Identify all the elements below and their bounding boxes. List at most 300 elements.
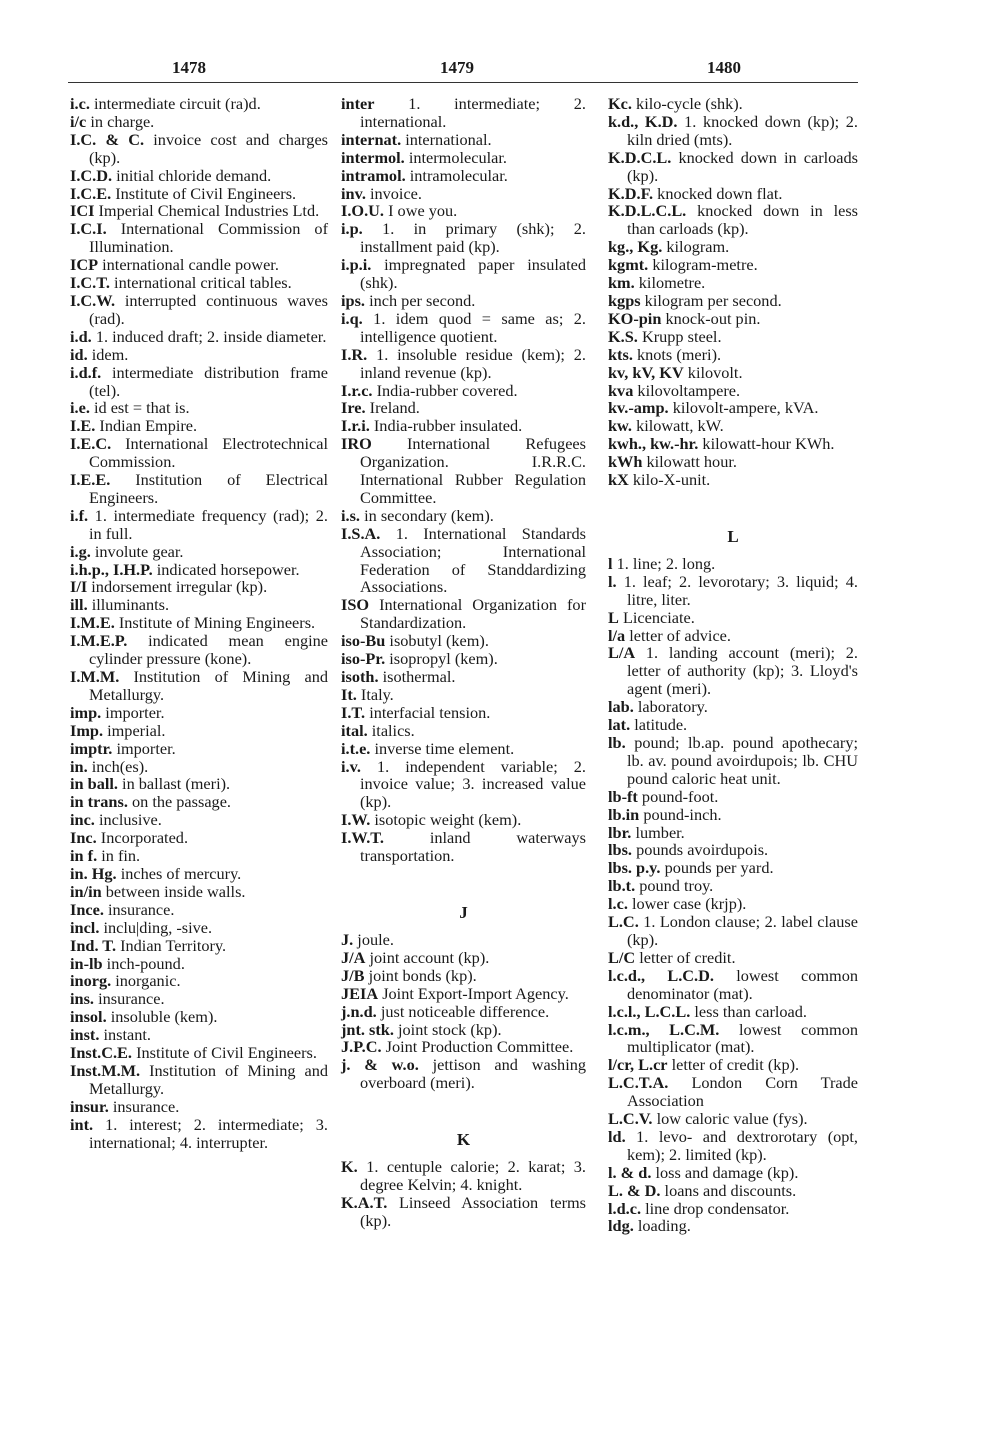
dictionary-entry bbox=[341, 435, 586, 507]
entry-term: lbs. p.y. bbox=[608, 858, 661, 878]
entry-term: inst. bbox=[70, 1025, 100, 1045]
entry-term: kw. bbox=[608, 416, 632, 436]
entry-definition: line drop condensator. bbox=[645, 1198, 790, 1218]
entry-term: Ind. T. bbox=[70, 935, 117, 955]
entry-definition: intermediate distribution frame (tel). bbox=[89, 362, 328, 400]
entry-definition: Italy. bbox=[360, 684, 394, 704]
entry-definition: International Electrotechnical Commission. bbox=[89, 434, 328, 472]
entry-definition: 1. interest; 2. intermediate; 3. international; 4. interrupter. bbox=[89, 1114, 329, 1152]
dictionary-entry bbox=[341, 1194, 586, 1230]
dictionary-entry bbox=[341, 382, 586, 400]
entry-term: KO-pin bbox=[608, 308, 662, 328]
entry-definition: in fin. bbox=[101, 846, 141, 866]
entry-term: kva bbox=[608, 380, 634, 400]
entry-definition: isobutyl (kem). bbox=[389, 631, 489, 651]
dictionary-entry bbox=[70, 668, 328, 704]
entry-definition: Institution of Mining and Metallurgy. bbox=[89, 1060, 328, 1098]
entry-term: I.E.E. bbox=[70, 470, 111, 490]
entry-term: l/cr, L.cr bbox=[608, 1055, 668, 1075]
dictionary-entry bbox=[341, 1003, 586, 1021]
dictionary-entry bbox=[608, 1200, 858, 1218]
entry-term: K.S. bbox=[608, 326, 638, 346]
entry-term: I.E. bbox=[70, 416, 96, 436]
entry-definition: kilovolt. bbox=[687, 362, 743, 382]
entry-term: l. & d. bbox=[608, 1162, 652, 1182]
dictionary-entry bbox=[608, 841, 858, 859]
dictionary-entry bbox=[70, 399, 328, 417]
entry-term: Inc. bbox=[70, 828, 97, 848]
entry-definition: on the passage. bbox=[131, 792, 231, 812]
entry-definition: letter of advice. bbox=[629, 625, 731, 645]
entry-definition: inch-pound. bbox=[106, 953, 185, 973]
dictionary-entry bbox=[608, 382, 858, 400]
dictionary-entry bbox=[608, 859, 858, 877]
dictionary-entry bbox=[70, 471, 328, 507]
entry-term: K.D.C.L. bbox=[608, 147, 672, 167]
entry-definition: just noticeable difference. bbox=[380, 1001, 550, 1021]
entry-definition: laboratory. bbox=[637, 697, 708, 717]
dictionary-entry bbox=[70, 972, 328, 990]
entry-definition: kilowatt hour. bbox=[646, 452, 737, 472]
entry-term: Kc. bbox=[608, 94, 632, 113]
dictionary-entry bbox=[70, 578, 328, 596]
entry-definition: knocked down in carloads (kp). bbox=[627, 147, 858, 185]
entry-definition: Institution of Electrical Engineers. bbox=[89, 470, 328, 507]
entry-definition: inclusive. bbox=[98, 810, 162, 830]
dictionary-entry bbox=[608, 627, 858, 645]
entry-definition: knots (meri). bbox=[636, 344, 722, 364]
entry-definition: joint stock (kp). bbox=[398, 1019, 502, 1039]
entry-definition: intermediate circuit (ra)d. bbox=[93, 94, 261, 113]
entry-term: Inst.C.E. bbox=[70, 1043, 132, 1063]
entry-term: incl. bbox=[70, 917, 100, 937]
entry-term: L.C.V. bbox=[608, 1109, 653, 1129]
entry-term: insur. bbox=[70, 1096, 109, 1116]
entry-term: Ince. bbox=[70, 899, 104, 919]
entry-definition: kilogram. bbox=[666, 237, 730, 257]
dictionary-entry bbox=[70, 95, 328, 113]
entry-term: J/B bbox=[341, 965, 365, 985]
entry-term: lb-ft bbox=[608, 786, 638, 806]
entry-definition: Imperial Chemical Industries Ltd. bbox=[98, 201, 320, 221]
entry-definition: knocked down flat. bbox=[657, 183, 783, 203]
entry-definition: kilogram-metre. bbox=[652, 255, 758, 275]
dictionary-entry bbox=[70, 561, 328, 579]
dictionary-entry bbox=[608, 435, 858, 453]
dictionary-entry bbox=[608, 274, 858, 292]
entry-definition: Joint Export-Import Agency. bbox=[382, 983, 569, 1003]
entry-term: l.d.c. bbox=[608, 1198, 642, 1218]
entry-term: i.p. bbox=[341, 219, 363, 239]
dictionary-entry bbox=[70, 220, 328, 256]
dictionary-entry bbox=[608, 895, 858, 913]
entry-term: I.C.D. bbox=[70, 165, 113, 185]
dictionary-entry bbox=[70, 722, 328, 740]
entry-term: ins. bbox=[70, 989, 94, 1009]
entry-definition: 1. induced draft; 2. inside diameter. bbox=[95, 326, 327, 346]
entry-term: isoth. bbox=[341, 667, 379, 686]
entry-definition: inch per second. bbox=[369, 290, 476, 310]
entry-term: I.M.E.P. bbox=[70, 631, 128, 651]
entry-definition: impregnated paper insulated (shk). bbox=[360, 255, 587, 293]
dictionary-entry bbox=[608, 1056, 858, 1074]
dictionary-entry bbox=[608, 328, 858, 346]
dictionary-entry bbox=[70, 185, 328, 203]
header-rule bbox=[68, 82, 858, 83]
entry-definition: invoice. bbox=[369, 183, 422, 203]
entry-definition: insoluble (kem). bbox=[110, 1007, 218, 1027]
entry-definition: lowest common denominator (mat). bbox=[627, 965, 858, 1003]
entry-term: i.t.e. bbox=[341, 738, 371, 758]
entry-term: Inst.M.M. bbox=[70, 1060, 141, 1080]
dictionary-entry bbox=[608, 292, 858, 310]
entry-definition: instant. bbox=[103, 1025, 151, 1045]
entry-definition: insurance. bbox=[112, 1096, 180, 1116]
entry-definition: 1. intermediate frequency (rad); 2. in full. bbox=[89, 505, 328, 543]
entry-term: l.c.l., L.C.L. bbox=[608, 1001, 691, 1021]
entry-term: K.D.L.C.L. bbox=[608, 201, 687, 221]
column-center bbox=[341, 95, 586, 1230]
entry-term: j. & w.o. bbox=[341, 1055, 419, 1075]
dictionary-entry bbox=[608, 824, 858, 842]
entry-term: K. bbox=[341, 1157, 358, 1177]
entry-term: I.R. bbox=[341, 344, 368, 364]
entry-term: intermol. bbox=[341, 147, 405, 167]
entry-term: in-lb bbox=[70, 953, 103, 973]
entry-definition: kilovolt-ampere, kVA. bbox=[672, 398, 819, 418]
dictionary-entry bbox=[608, 555, 858, 573]
dictionary-entry bbox=[341, 686, 586, 704]
dictionary-entry bbox=[70, 256, 328, 274]
dictionary-entry bbox=[608, 256, 858, 274]
entry-definition: Incorporated. bbox=[100, 828, 189, 848]
entry-definition: low caloric value (fys). bbox=[656, 1109, 808, 1129]
dictionary-entry bbox=[608, 788, 858, 806]
dictionary-entry bbox=[608, 1110, 858, 1128]
entry-definition: kilometre. bbox=[638, 273, 706, 293]
entry-definition: joint account (kp). bbox=[369, 947, 490, 967]
entry-term: l.c.d., L.C.D. bbox=[608, 965, 714, 985]
entry-definition: importer. bbox=[105, 702, 165, 722]
entry-definition: idem. bbox=[91, 344, 129, 364]
entry-term: It. bbox=[341, 684, 357, 704]
dictionary-entry bbox=[70, 847, 328, 865]
entry-definition: interrupted continuous waves (rad). bbox=[89, 290, 328, 328]
entry-definition: Institute of Civil Engineers. bbox=[115, 183, 297, 203]
entry-definition: inverse time element. bbox=[374, 738, 515, 758]
page-number-left: 1478 bbox=[172, 58, 206, 77]
entry-term: in f. bbox=[70, 846, 98, 866]
entry-term: in ball. bbox=[70, 774, 118, 794]
dictionary-entry bbox=[70, 596, 328, 614]
entry-definition: 1. centuple calorie; 2. karat; 3. degree Kelvin; 4. knight. bbox=[360, 1157, 586, 1195]
entry-term: ISO bbox=[341, 595, 370, 615]
entry-definition: loading. bbox=[637, 1216, 691, 1236]
dictionary-entry bbox=[341, 650, 586, 668]
entry-definition: knocked down in less than carloads (kp). bbox=[627, 201, 858, 239]
entry-definition: letter of credit (kp). bbox=[671, 1055, 800, 1075]
entry-definition: 1. leaf; 2. levorotary; 3. liquid; 4. litre, liter. bbox=[623, 571, 858, 609]
entry-definition: 1. in primary (shk); 2. installment paid (kp). bbox=[360, 219, 587, 257]
entry-term: iso-Pr. bbox=[341, 649, 386, 669]
dictionary-entry bbox=[608, 1128, 858, 1164]
dictionary-entry bbox=[70, 292, 328, 328]
entry-definition: pound troy. bbox=[639, 876, 714, 896]
entry-definition: isopropyl (kem). bbox=[389, 649, 498, 669]
entry-term: lb.in bbox=[608, 804, 640, 824]
dictionary-entry bbox=[70, 346, 328, 364]
dictionary-entry bbox=[341, 95, 586, 131]
dictionary-entry bbox=[70, 202, 328, 220]
entry-term: K.D.F. bbox=[608, 183, 654, 203]
entry-definition: pound-foot. bbox=[641, 786, 719, 806]
entry-definition: 1. idem quod = same as; 2. intelligence quotient. bbox=[360, 308, 586, 346]
dictionary-entry bbox=[341, 1021, 586, 1039]
entry-term: i.d. bbox=[70, 326, 92, 346]
section-heading: J bbox=[459, 902, 468, 922]
dictionary-entry bbox=[608, 417, 858, 435]
dictionary-entry bbox=[341, 722, 586, 740]
dictionary-entry bbox=[70, 811, 328, 829]
entry-term: i.s. bbox=[341, 505, 361, 525]
entry-term: Ire. bbox=[341, 398, 366, 418]
entry-definition: intramolecular. bbox=[409, 165, 508, 185]
entry-definition: inland waterways transportation. bbox=[360, 828, 586, 866]
entry-definition: I owe you. bbox=[388, 201, 458, 221]
entry-term: kg., Kg. bbox=[608, 237, 663, 257]
entry-definition: in charge. bbox=[90, 111, 155, 131]
dictionary-entry bbox=[341, 346, 586, 382]
entry-definition: International Commission of Illumination. bbox=[89, 219, 328, 257]
page-number-center: 1479 bbox=[440, 58, 474, 77]
entry-definition: 1. knocked down (kp); 2. kiln dried (mts). bbox=[627, 111, 858, 149]
entry-definition: international candle power. bbox=[102, 255, 279, 275]
entry-term: I.W. bbox=[341, 810, 371, 830]
entry-term: in/in bbox=[70, 881, 102, 901]
dictionary-entry bbox=[608, 149, 858, 185]
dictionary-entry bbox=[341, 507, 586, 525]
entry-term: ital. bbox=[341, 720, 368, 740]
entry-term: I.W.T. bbox=[341, 828, 384, 848]
entry-definition: illuminants. bbox=[91, 595, 170, 615]
dictionary-entry bbox=[608, 913, 858, 949]
entry-definition: kilovoltampere. bbox=[637, 380, 741, 400]
entry-term: insol. bbox=[70, 1007, 107, 1027]
dictionary-entry bbox=[341, 931, 586, 949]
entry-term: kX bbox=[608, 470, 629, 490]
entry-term: I.C.I. bbox=[70, 219, 107, 239]
dictionary-entry bbox=[70, 901, 328, 919]
entry-term: I.E.C. bbox=[70, 434, 112, 454]
dictionary-entry bbox=[341, 758, 586, 812]
entry-term: intramol. bbox=[341, 165, 406, 185]
dictionary-entry bbox=[70, 507, 328, 543]
entry-term: id. bbox=[70, 344, 88, 364]
entry-definition: inch(es). bbox=[91, 756, 149, 776]
column-left bbox=[70, 95, 328, 1151]
entry-definition: between inside walls. bbox=[105, 881, 246, 901]
entry-definition: lumber. bbox=[635, 822, 685, 842]
entry-definition: isothermal. bbox=[382, 667, 456, 686]
entry-term: iso-Bu bbox=[341, 631, 386, 651]
entry-term: I.M.E. bbox=[70, 613, 115, 633]
entry-term: J.P.C. bbox=[341, 1037, 382, 1057]
entry-term: i.e. bbox=[70, 398, 90, 418]
entry-definition: inches of mercury. bbox=[120, 863, 242, 883]
entry-definition: kilogram per second. bbox=[644, 290, 782, 310]
entry-definition: Licenciate. bbox=[622, 607, 695, 627]
entry-definition: Linseed Association terms (kp). bbox=[360, 1192, 586, 1230]
entry-definition: knock-out pin. bbox=[665, 308, 761, 328]
dictionary-entry bbox=[341, 202, 586, 220]
entry-term: L.C. bbox=[608, 912, 639, 932]
dictionary-entry bbox=[70, 113, 328, 131]
dictionary-entry bbox=[608, 698, 858, 716]
dictionary-entry bbox=[608, 716, 858, 734]
entry-term: I.T. bbox=[341, 702, 366, 722]
entry-term: kwh., kw.-hr. bbox=[608, 434, 699, 454]
entry-term: inc. bbox=[70, 810, 95, 830]
entry-definition: 1. line; 2. long. bbox=[616, 553, 716, 573]
dictionary-entry bbox=[341, 704, 586, 722]
entry-term: J/A bbox=[341, 947, 366, 967]
entry-definition: insurance. bbox=[108, 899, 175, 919]
entry-definition: 1. independent variable; 2. invoice value; 3. increased value (kp). bbox=[360, 756, 587, 812]
dictionary-entry bbox=[341, 829, 586, 865]
entry-definition: Institution of Mining and Metallurgy. bbox=[89, 667, 328, 704]
entry-definition: pound-inch. bbox=[643, 804, 722, 824]
entry-term: J. bbox=[341, 929, 354, 949]
entry-definition: kilowatt, kW. bbox=[636, 416, 724, 436]
entry-term: I.r.c. bbox=[341, 380, 373, 400]
dictionary-entry bbox=[608, 346, 858, 364]
entry-term: L bbox=[608, 607, 619, 627]
entry-definition: international. bbox=[405, 129, 492, 149]
entry-term: kts. bbox=[608, 344, 633, 364]
dictionary-entry bbox=[341, 525, 586, 597]
dictionary-entry bbox=[70, 435, 328, 471]
dictionary-entry bbox=[341, 256, 586, 292]
entry-term: l bbox=[608, 553, 613, 573]
entry-definition: 1. insoluble residue (kem); 2. inland revenue (kp). bbox=[360, 344, 586, 382]
entry-definition: London Corn Trade Association bbox=[627, 1073, 858, 1111]
dictionary-entry bbox=[608, 238, 858, 256]
dictionary-entry bbox=[70, 990, 328, 1008]
entry-definition: letter of credit. bbox=[639, 947, 736, 967]
dictionary-entry bbox=[608, 185, 858, 203]
entry-definition: pound; lb.ap. pound apothecary; lb. av. pound avoirdupois; lb. CHU pound caloric heat unit. bbox=[627, 733, 858, 788]
dictionary-entry bbox=[608, 734, 858, 788]
entry-term: lat. bbox=[608, 715, 631, 735]
dictionary-entry bbox=[70, 328, 328, 346]
entry-definition: International Refugees Organization. I.R.R.C. International Rubber Regulation Committee. bbox=[360, 434, 586, 507]
entry-term: imptr. bbox=[70, 738, 113, 758]
entry-definition: Institute of Mining Engineers. bbox=[118, 613, 316, 633]
entry-definition: India-rubber insulated. bbox=[373, 416, 523, 436]
entry-definition: Krupp steel. bbox=[641, 326, 722, 346]
dictionary-entry bbox=[341, 417, 586, 435]
dictionary-entry bbox=[608, 95, 858, 113]
entry-definition: Indian Empire. bbox=[99, 416, 198, 436]
dictionary-entry bbox=[341, 220, 586, 256]
dictionary-entry bbox=[70, 704, 328, 722]
dictionary-entry bbox=[341, 1158, 586, 1194]
entry-term: Imp. bbox=[70, 720, 104, 740]
entry-term: L. & D. bbox=[608, 1180, 661, 1200]
entry-definition: pounds per yard. bbox=[664, 858, 774, 878]
entry-term: kv, kV, KV bbox=[608, 362, 684, 382]
entry-term: I.S.A. bbox=[341, 523, 381, 543]
entry-definition: involute gear. bbox=[94, 541, 184, 561]
dictionary-entry bbox=[341, 185, 586, 203]
dictionary-entry bbox=[608, 1074, 858, 1110]
section-heading: L bbox=[727, 526, 739, 546]
entry-definition: latitude. bbox=[634, 715, 688, 735]
dictionary-entry bbox=[608, 609, 858, 627]
entry-definition: 1. International Standards Association; International Federation of Standdardizing Associations. bbox=[360, 523, 586, 597]
entry-term: i.c. bbox=[70, 94, 90, 113]
dictionary-entry bbox=[70, 632, 328, 668]
dictionary-entry bbox=[341, 668, 586, 686]
entry-term: JEIA bbox=[341, 983, 379, 1003]
dictionary-entry bbox=[608, 1021, 858, 1057]
entry-definition: isotopic weight (kem). bbox=[374, 810, 522, 830]
entry-term: I.O.U. bbox=[341, 201, 384, 221]
entry-term: i.h.p., I.H.P. bbox=[70, 559, 153, 579]
dictionary-entry bbox=[70, 883, 328, 901]
entry-definition: joule. bbox=[357, 929, 394, 949]
dictionary-entry bbox=[70, 543, 328, 561]
entry-term: k.d., K.D. bbox=[608, 111, 678, 131]
dictionary-entry bbox=[341, 1056, 586, 1092]
entry-definition: pounds avoirdupois. bbox=[636, 840, 769, 860]
entry-term: I.C.T. bbox=[70, 273, 110, 293]
dictionary-entry bbox=[608, 471, 858, 489]
dictionary-entry bbox=[608, 364, 858, 382]
entry-definition: id est = that is. bbox=[93, 398, 190, 418]
dictionary-entry bbox=[341, 811, 586, 829]
entry-term: L/C bbox=[608, 947, 636, 967]
entry-term: lbr. bbox=[608, 822, 632, 842]
dictionary-entry bbox=[70, 1098, 328, 1116]
dictionary-entry bbox=[608, 113, 858, 149]
entry-term: I/I bbox=[70, 577, 88, 597]
dictionary-entry bbox=[70, 131, 328, 167]
dictionary-entry bbox=[608, 399, 858, 417]
dictionary-entry bbox=[70, 167, 328, 185]
entry-term: in trans. bbox=[70, 792, 128, 812]
dictionary-entry bbox=[70, 1062, 328, 1098]
dictionary-entry bbox=[608, 877, 858, 895]
dictionary-entry bbox=[70, 364, 328, 400]
section-spacer bbox=[608, 489, 858, 519]
entry-definition: lowest common multiplicator (mat). bbox=[627, 1019, 858, 1057]
entry-term: l.c. bbox=[608, 894, 628, 914]
dictionary-entry bbox=[70, 919, 328, 937]
entry-term: lab. bbox=[608, 697, 634, 717]
entry-term: i/c bbox=[70, 111, 87, 131]
dictionary-entry bbox=[341, 740, 586, 758]
entry-term: ips. bbox=[341, 290, 365, 310]
dictionary-entry bbox=[70, 775, 328, 793]
dictionary-entry bbox=[608, 967, 858, 1003]
dictionary-entry bbox=[608, 453, 858, 471]
entry-term: I.M.M. bbox=[70, 667, 120, 686]
entry-term: internat. bbox=[341, 129, 402, 149]
dictionary-entry bbox=[341, 149, 586, 167]
entry-definition: initial chloride demand. bbox=[116, 165, 272, 185]
entry-term: kWh bbox=[608, 452, 643, 472]
